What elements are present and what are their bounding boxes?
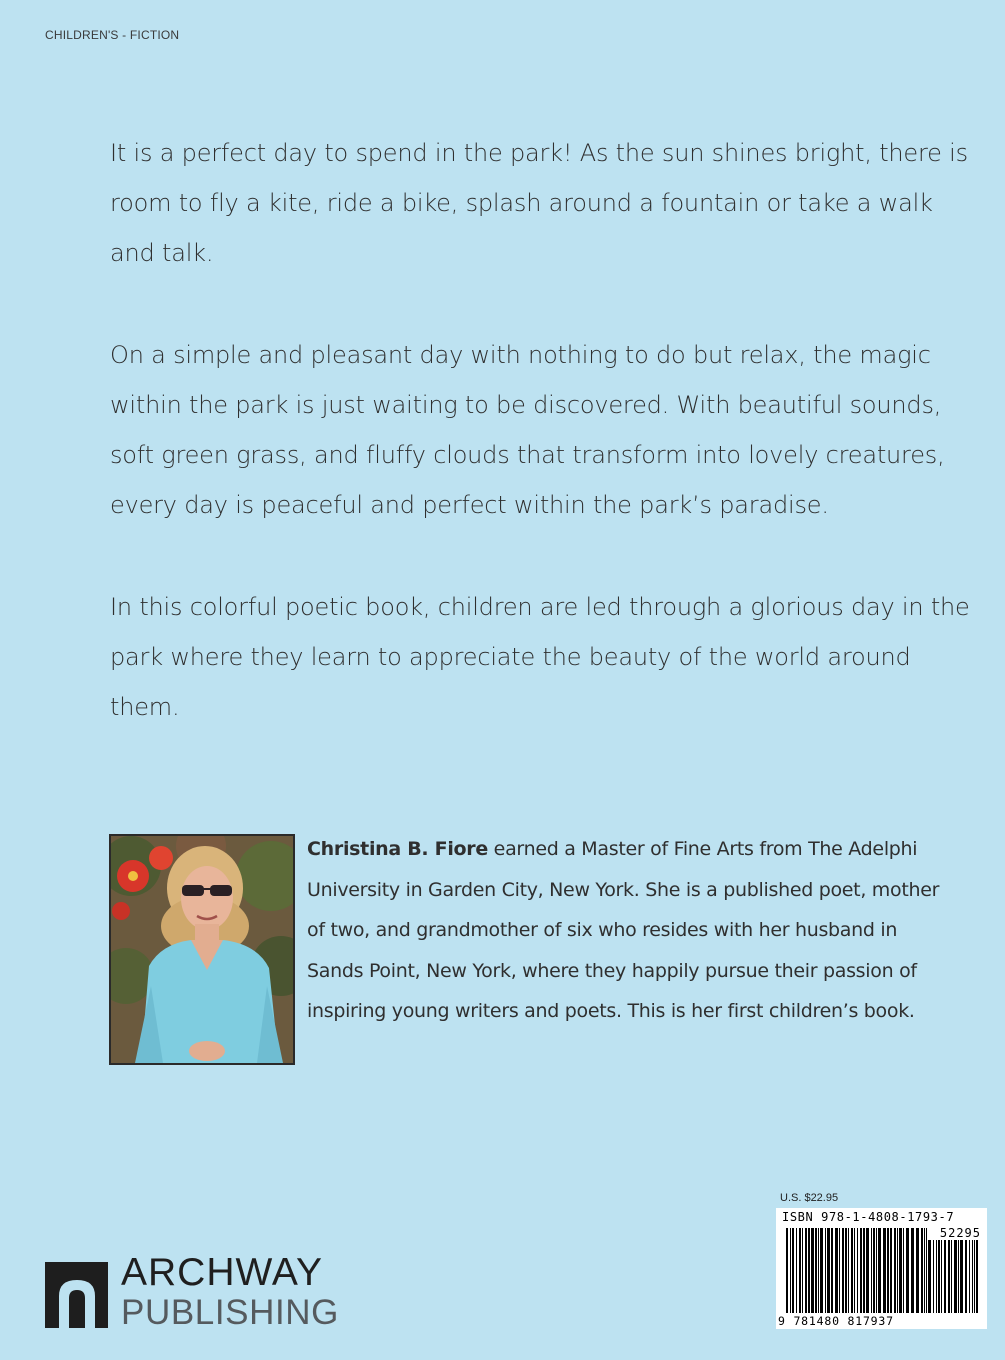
barcode-bar	[799, 1228, 801, 1313]
barcode-bar	[972, 1240, 973, 1313]
barcode-bar	[976, 1240, 978, 1313]
barcode-bar	[936, 1240, 937, 1313]
publisher-name-line2: PUBLISHING	[121, 1293, 339, 1332]
barcode-bar	[811, 1228, 814, 1313]
barcode-bar	[974, 1240, 975, 1313]
isbn-barcode	[776, 1208, 987, 1329]
barcode-bar	[960, 1240, 963, 1313]
barcode-bar	[871, 1228, 872, 1313]
barcode-bar	[933, 1240, 934, 1313]
barcode-bar	[883, 1228, 886, 1313]
isbn-text: ISBN 978-1-4808-1793-7	[782, 1210, 955, 1224]
price-addon-code: 52295	[939, 1226, 981, 1240]
barcode-bar	[921, 1228, 923, 1313]
barcode-digits: 9 781480 817937	[778, 1314, 894, 1328]
barcode-bar	[965, 1240, 967, 1313]
barcode-bar	[954, 1240, 957, 1313]
barcode-bar	[815, 1228, 817, 1313]
barcode-bar	[835, 1228, 838, 1313]
barcode-bar	[802, 1228, 803, 1313]
barcode-bar	[863, 1228, 865, 1313]
barcode-bar	[958, 1240, 959, 1313]
barcode-bar	[903, 1228, 904, 1313]
barcode-bar	[805, 1228, 807, 1313]
barcode-bar	[969, 1240, 970, 1313]
barcode-bar	[897, 1228, 898, 1313]
publisher-logo	[121, 1252, 339, 1332]
publisher-name-line1: ARCHWAY	[121, 1251, 323, 1294]
author-bio-text: earned a Master of Fine Arts from The Adelphi University in Garden City, New York. She is a published poet, mother of two, and grandmother of six who resides with her husband in Sands Point, New York, where they happily pursue their passion of inspiring young writers and poets. This is her first children’s book.	[307, 838, 940, 1022]
barcode-bar	[839, 1228, 840, 1313]
barcode-bar	[786, 1228, 788, 1313]
barcode-bar	[866, 1228, 869, 1313]
barcode-bar	[827, 1228, 830, 1313]
barcode-bar	[928, 1240, 931, 1313]
barcode-bar	[854, 1228, 855, 1313]
barcode-bar	[887, 1228, 889, 1313]
barcode-bar	[878, 1228, 881, 1313]
description-paragraph-3: In this colorful poetic book, children are led through a glorious day in the park where they learn to appreciate the beauty of the world around them.	[110, 593, 970, 721]
barcode-bar	[941, 1240, 942, 1313]
barcode-bar	[916, 1228, 919, 1313]
barcode-bar	[845, 1228, 847, 1313]
barcode-bar	[873, 1228, 875, 1313]
barcode-bar	[899, 1228, 902, 1313]
barcode-bar	[851, 1228, 853, 1313]
archway-logo-icon	[45, 1262, 108, 1328]
barcode-bar	[876, 1228, 877, 1313]
author-photo	[109, 834, 295, 1065]
description-paragraph-1: It is a perfect day to spend in the park! As the sun shines bright, there is room to fly a kite, ride a bike, splash around a fountain or take a walk and talk.	[110, 139, 968, 267]
barcode-bar	[818, 1228, 819, 1313]
barcode-bar	[894, 1228, 896, 1313]
barcode-bar	[842, 1228, 844, 1313]
barcode-bar	[944, 1240, 946, 1313]
barcode-bar	[911, 1228, 914, 1313]
barcode-bar	[926, 1228, 927, 1313]
barcode-bar	[848, 1228, 849, 1313]
barcode-bar	[906, 1228, 909, 1313]
barcode-bar	[860, 1228, 862, 1313]
author-name: Christina B. Fiore	[307, 838, 488, 860]
author-bio	[307, 829, 957, 1032]
barcode-bar	[951, 1240, 952, 1313]
barcode-bar	[808, 1228, 810, 1313]
barcode-bar	[790, 1228, 791, 1313]
barcode-bar	[890, 1228, 892, 1313]
price-label: U.S. $22.95	[780, 1192, 839, 1204]
barcode-bar	[796, 1228, 797, 1313]
category-label: CHILDREN'S - FICTION	[45, 28, 180, 42]
barcode-bar	[792, 1228, 794, 1313]
description-paragraph-2: On a simple and pleasant day with nothing to do but relax, the magic within the park is just waiting to be discovered. With beautiful sounds, soft green grass, and fluffy clouds that transform into lovely creatures, every day is peaceful and perfect within the park’s paradise.	[110, 341, 945, 519]
barcode-bar	[948, 1240, 950, 1313]
barcode-bar	[938, 1240, 940, 1313]
author-portrait-image	[111, 836, 293, 1063]
barcode-bar	[924, 1228, 925, 1313]
barcode-bar	[831, 1228, 833, 1313]
barcode-bars	[786, 1228, 981, 1313]
barcode-bar	[820, 1228, 823, 1313]
barcode-bar	[825, 1228, 826, 1313]
barcode-bar	[857, 1228, 858, 1313]
